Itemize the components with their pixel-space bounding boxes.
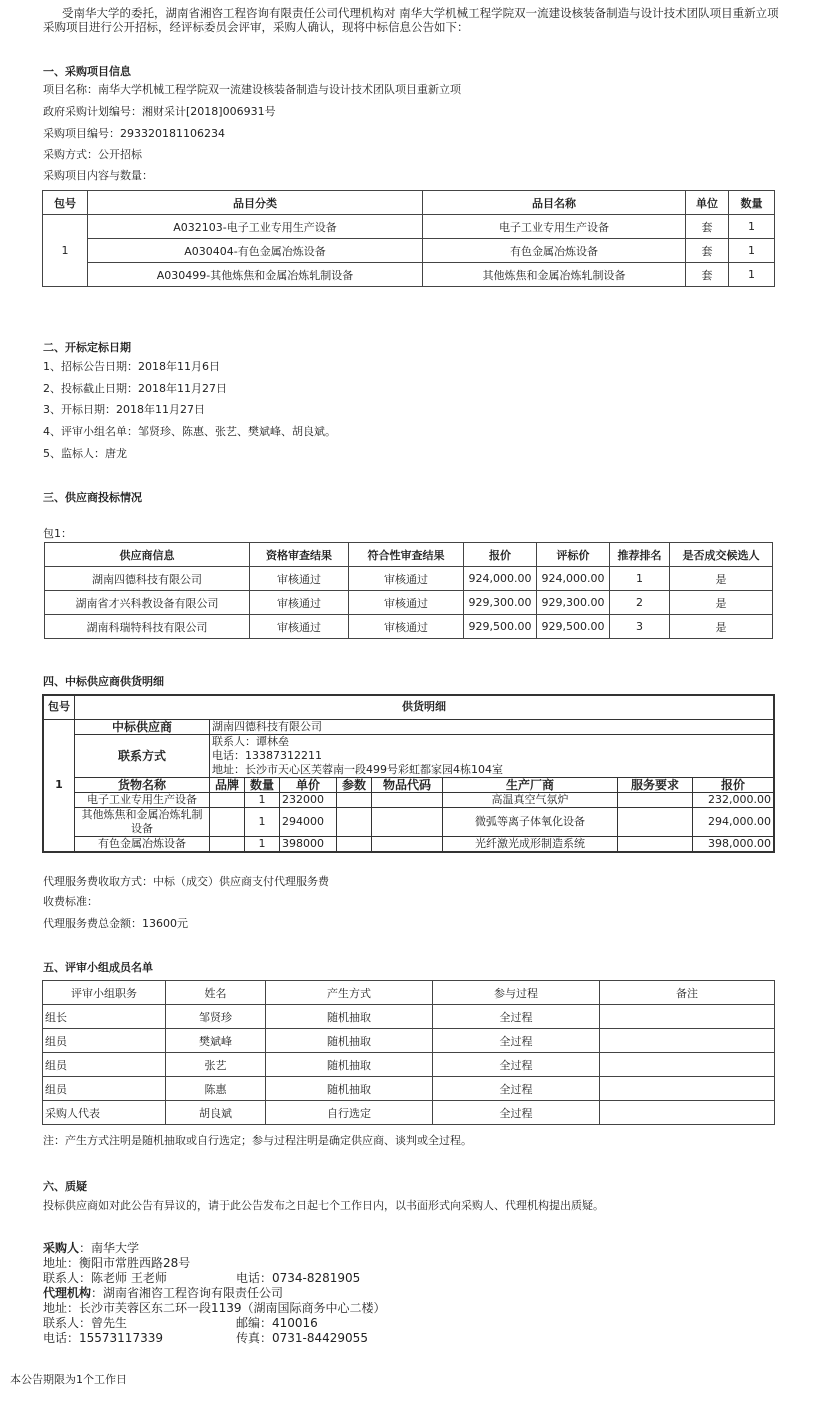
intro-line-1: 受南华大学的委托，湖南省湘咨工程咨询有限责任公司代理机构对 南华大学机械工程学院双一流建设核装备制造与设计技术团队项目重新立项 [62,6,779,20]
winner-value: 湖南四德科技有限公司 [210,719,775,734]
contact-person: 联系人：谭林垒 [212,734,289,748]
agent-address: 地址：长沙市芙蓉区东二环一段1139（湖南国际商务中心二楼） [43,1301,386,1315]
col-header: 单位 [686,191,729,215]
date-item: 1、招标公告日期：2018年11月6日 [43,360,220,373]
cell [600,1101,775,1125]
cell [600,1077,775,1101]
section6-title: 六、质疑 [43,1180,87,1193]
cell: 微弧等离子体氧化设备 [443,807,618,836]
buyer-address: 地址：衡阳市常胜西路28号 [43,1256,191,1270]
cell: 全过程 [433,1005,600,1029]
cell: 高温真空气氛炉 [443,792,618,807]
table-row [45,567,773,591]
cell: 光纤激光成形制造系统 [443,836,618,852]
cell: 自行选定 [266,1101,433,1125]
agent-line [43,1286,283,1301]
cell: 294,000.00 [693,807,775,836]
package-cell: 1 [43,215,88,287]
contact-value [210,734,775,777]
col-header: 评标价 [537,543,610,567]
cell: 审核通过 [250,567,349,591]
cell: 是 [670,615,773,639]
agent-name: ：湖南省湘咨工程咨询有限责任公司 [91,1286,284,1300]
table-row [43,1029,775,1053]
table-row [43,792,774,807]
cell: 全过程 [433,1101,600,1125]
section3-title: 三、供应商投标情况 [43,491,142,504]
table-row [43,836,774,852]
date-item: 5、监标人：唐龙 [43,447,127,460]
cell: 全过程 [433,1053,600,1077]
panel-table [42,980,775,1125]
cell: 胡良斌 [166,1101,266,1125]
table-row [43,215,775,239]
col-header: 报价 [464,543,537,567]
project-no: 采购项目编号：293320181106234 [43,127,225,140]
cell: 有色金属冶炼设备 [423,239,686,263]
cell: A030499-其他炼焦和金属冶炼轧制设备 [88,263,423,287]
cell: 随机抽取 [266,1053,433,1077]
cell: 湖南省才兴科教设备有限公司 [45,591,250,615]
cell [618,792,693,807]
table-row [43,1053,775,1077]
col-header: 单价 [280,777,337,792]
cell: 随机抽取 [266,1029,433,1053]
intro-line-2: 采购项目进行公开招标，经评标委员会评审，采购人确认，现将中标信息公告如下： [43,20,469,34]
section5-title: 五、评审小组成员名单 [43,961,153,974]
col-header: 备注 [600,981,775,1005]
col-header: 数量 [729,191,775,215]
col-header: 品牌 [210,777,245,792]
cell: 随机抽取 [266,1005,433,1029]
cell: 审核通过 [250,591,349,615]
table-row [43,1005,775,1029]
cell [337,807,372,836]
cell: 组员 [43,1077,166,1101]
panel-note: 注：产生方式注明是随机抽取或自行选定；参与过程注明是确定供应商、谈判或全过程。 [43,1134,472,1147]
cell: 湖南四德科技有限公司 [45,567,250,591]
col-header: 供应商信息 [45,543,250,567]
cell [372,836,443,852]
challenge-text: 投标供应商如对此公告有异议的，请于此公告发布之日起七个工作日内，以书面形式向采购人、代理机构提出质疑。 [43,1199,604,1212]
package-label: 包1： [43,527,72,540]
plan-no: 政府采购计划编号：湘财采计[2018]006931号 [43,105,276,118]
cell: 随机抽取 [266,1077,433,1101]
cell: 全过程 [433,1077,600,1101]
col-header: 物品代码 [372,777,443,792]
cell: 232000 [280,792,337,807]
cell: 1 [729,239,775,263]
cell: 924,000.00 [537,567,610,591]
agent-zip: 邮编：410016 [236,1316,318,1330]
col-header: 参数 [337,777,372,792]
cell [210,807,245,836]
cell: 是 [670,567,773,591]
buyer-phone: 电话：0734-8281905 [236,1271,361,1285]
cell [337,836,372,852]
cell: 1 [245,807,280,836]
table-row [43,1101,775,1125]
date-item: 3、开标日期：2018年11月27日 [43,403,205,416]
col-header: 参与过程 [433,981,600,1005]
date-item: 4、评审小组名单：邹贤珍、陈惠、张艺、樊斌峰、胡良斌。 [43,425,336,438]
cell [372,807,443,836]
package-cell: 1 [43,719,75,852]
cell: 陈惠 [166,1077,266,1101]
fee-standard: 收费标准： [43,895,98,908]
cell: A032103-电子工业专用生产设备 [88,215,423,239]
col-header: 包号 [43,695,75,719]
table-row [45,615,773,639]
cell: 1 [610,567,670,591]
cell: 审核通过 [250,615,349,639]
cell [372,792,443,807]
agent-fax: 传真：0731-84429055 [236,1331,368,1345]
col-header: 品目分类 [88,191,423,215]
col-header: 包号 [43,191,88,215]
agent-contact: 联系人：曾先生 [43,1316,128,1330]
cell: 电子工业专用生产设备 [423,215,686,239]
cell: 1 [729,263,775,287]
col-header: 供货明细 [75,695,775,719]
cell: 审核通过 [349,591,464,615]
cell: 套 [686,215,729,239]
col-header: 服务要求 [618,777,693,792]
col-header: 资格审查结果 [250,543,349,567]
cell [618,807,693,836]
cell: 929,500.00 [537,615,610,639]
cell [600,1029,775,1053]
cell: 套 [686,239,729,263]
col-header: 报价 [693,777,775,792]
cell: 2 [610,591,670,615]
cell: 邹贤珍 [166,1005,266,1029]
cell: 其他炼焦和金属冶炼轧制设备 [423,263,686,287]
contact-address: 地址：长沙市天心区芙蓉南一段499号彩虹都家园4栋104室 [212,762,503,776]
cell: 组员 [43,1029,166,1053]
table-row [43,239,775,263]
buyer-line [43,1241,139,1256]
col-header: 产生方式 [266,981,433,1005]
cell: 929,300.00 [464,591,537,615]
contact-phone: 电话：13387312211 [212,748,322,762]
col-header: 品目名称 [423,191,686,215]
project-name: 项目名称：南华大学机械工程学院双一流建设核装备制造与设计技术团队项目重新立项 [43,83,461,96]
cell: 1 [245,792,280,807]
section4-title: 四、中标供应商供货明细 [43,675,164,688]
table-row [43,807,774,836]
cell [210,836,245,852]
date-item: 2、投标截止日期：2018年11月27日 [43,382,227,395]
cell: 232,000.00 [693,792,775,807]
col-header: 数量 [245,777,280,792]
col-header: 符合性审查结果 [349,543,464,567]
cell: 审核通过 [349,615,464,639]
cell: 是 [670,591,773,615]
fee-total: 代理服务费总金额：13600元 [43,917,188,930]
cell: 1 [729,215,775,239]
cell: 组长 [43,1005,166,1029]
cell: 采购人代表 [43,1101,166,1125]
section1-title: 一、采购项目信息 [43,65,131,78]
cell: 套 [686,263,729,287]
cell: 湖南科瑞特科技有限公司 [45,615,250,639]
cell: 294000 [280,807,337,836]
agent-label: 代理机构 [43,1286,92,1300]
cell [618,836,693,852]
cell: 电子工业专用生产设备 [75,792,210,807]
section2-title: 二、开标定标日期 [43,341,131,354]
cell: 其他炼焦和金属冶炼轧制设备 [75,807,210,836]
supply-table [42,694,775,853]
cell: 全过程 [433,1029,600,1053]
col-header: 评审小组职务 [43,981,166,1005]
winner-label: 中标供应商 [75,719,210,734]
col-header: 货物名称 [75,777,210,792]
bids-table [44,542,773,639]
cell [600,1053,775,1077]
fee-method: 代理服务费收取方式：中标（成交）供应商支付代理服务费 [43,875,329,888]
table-row [43,1077,775,1101]
cell: 929,500.00 [464,615,537,639]
cell: 有色金属冶炼设备 [75,836,210,852]
cell [600,1005,775,1029]
cell: 398000 [280,836,337,852]
col-header: 是否成交候选人 [670,543,773,567]
cell: 929,300.00 [537,591,610,615]
cell: 审核通过 [349,567,464,591]
cell [210,792,245,807]
cell: 3 [610,615,670,639]
procurement-method: 采购方式：公开招标 [43,148,142,161]
buyer-label: 采购人 [43,1241,80,1255]
cell: 1 [245,836,280,852]
agent-phone: 电话：15573117339 [43,1331,163,1345]
cell: A030404-有色金属冶炼设备 [88,239,423,263]
col-header: 生产厂商 [443,777,618,792]
contact-label: 联系方式 [75,734,210,777]
col-header: 推荐排名 [610,543,670,567]
cell: 樊斌峰 [166,1029,266,1053]
buyer-contact: 联系人：陈老师 王老师 [43,1271,167,1285]
items-table [42,190,775,287]
footer-notice: 本公告期限为1个工作日 [10,1373,127,1386]
cell: 组员 [43,1053,166,1077]
table-row [45,591,773,615]
table-row [43,263,775,287]
content-label: 采购项目内容与数量： [43,169,153,182]
cell [337,792,372,807]
cell: 398,000.00 [693,836,775,852]
cell: 张艺 [166,1053,266,1077]
col-header: 姓名 [166,981,266,1005]
buyer-name: ：南华大学 [79,1241,140,1255]
cell: 924,000.00 [464,567,537,591]
